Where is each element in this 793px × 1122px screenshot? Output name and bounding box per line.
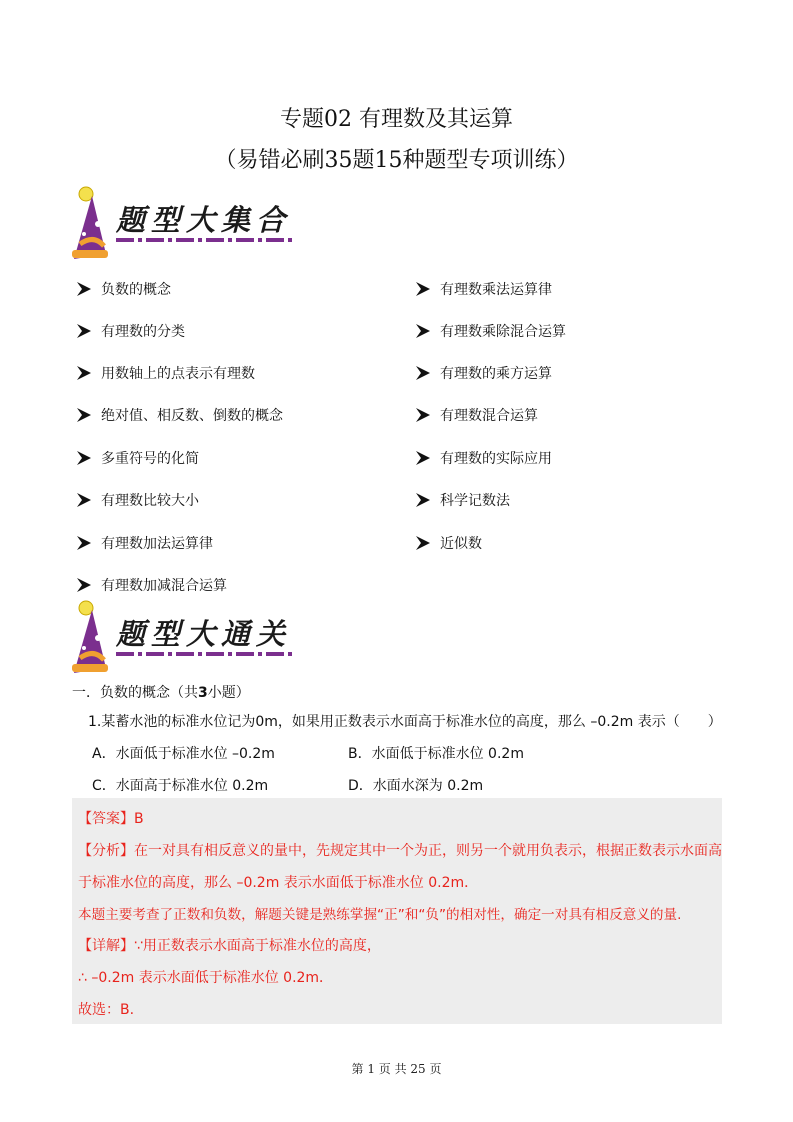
topic-left-7: 有理数加法运算律 bbox=[76, 533, 213, 553]
arrow-bullet-icon bbox=[415, 365, 431, 381]
banner-collection-label: 题型大集合 bbox=[116, 203, 292, 237]
banner-pass bbox=[64, 598, 294, 678]
arrow-bullet-icon bbox=[76, 365, 92, 381]
topic-left-6: 有理数比较大小 bbox=[76, 490, 199, 510]
option-c: C．水面高于标准水位 0.2m bbox=[92, 778, 269, 794]
option-a: A．水面低于标准水位 –0.2m bbox=[92, 746, 275, 762]
topic-right-2: 有理数乘除混合运算 bbox=[415, 321, 566, 341]
detail-line-2: ∴ –0.2m 表示水面低于标准水位 0.2m． bbox=[78, 970, 334, 986]
banner-divider bbox=[116, 238, 292, 242]
arrow-bullet-icon bbox=[76, 323, 92, 339]
arrow-bullet-icon bbox=[76, 535, 92, 551]
topic-left-8: 有理数加减混合运算 bbox=[76, 575, 227, 595]
analysis-line-1: 【分析】在一对具有相反意义的量中，先规定其中一个为正，则另一个就用负表示，根据正数表示水面高 bbox=[78, 843, 722, 859]
topic-right-7: 近似数 bbox=[415, 533, 482, 553]
option-b: B．水面低于标准水位 0.2m bbox=[348, 746, 524, 762]
arrow-bullet-icon bbox=[76, 407, 92, 423]
topic-left-2: 有理数的分类 bbox=[76, 321, 185, 341]
topic-left-5: 多重符号的化简 bbox=[76, 448, 199, 468]
topic-left-3: 用数轴上的点表示有理数 bbox=[76, 363, 255, 383]
doc-subtitle: （易错必刷35题15种题型专项训练） bbox=[214, 148, 579, 173]
arrow-bullet-icon bbox=[415, 281, 431, 297]
arrow-bullet-icon bbox=[76, 577, 92, 593]
arrow-bullet-icon bbox=[415, 492, 431, 508]
answer-line: 【答案】B bbox=[78, 811, 144, 827]
topic-right-6: 科学记数法 bbox=[415, 490, 510, 510]
page-footer: 第 1 页 共 25 页 bbox=[351, 1062, 442, 1076]
doc-title: 专题02 有理数及其运算 bbox=[280, 107, 513, 132]
banner-pass-label: 题型大通关 bbox=[116, 617, 292, 651]
wizard-icon bbox=[64, 598, 124, 678]
arrow-bullet-icon bbox=[415, 535, 431, 551]
arrow-bullet-icon bbox=[415, 407, 431, 423]
analysis-line-2: 于标准水位的高度，那么 –0.2m 表示水面低于标准水位 0.2m． bbox=[78, 875, 479, 891]
wizard-icon bbox=[64, 184, 124, 264]
section-heading: 一．负数的概念（共3小题） bbox=[72, 685, 250, 701]
question-text: 1.某蓄水池的标准水位记为0m，如果用正数表示水面高于标准水位的高度，那么 –0.2m 表示（ ） bbox=[88, 714, 722, 730]
banner-divider bbox=[116, 652, 292, 656]
analysis-line-3: 本题主要考查了正数和负数，解题关键是熟练掌握“正”和“负”的相对性，确定一对具有相反意义的量. bbox=[78, 907, 682, 923]
arrow-bullet-icon bbox=[76, 281, 92, 297]
option-d: D．水面水深为 0.2m bbox=[348, 778, 484, 794]
topic-right-4: 有理数混合运算 bbox=[415, 405, 538, 425]
topic-right-5: 有理数的实际应用 bbox=[415, 448, 552, 468]
banner-collection bbox=[64, 184, 294, 264]
arrow-bullet-icon bbox=[415, 323, 431, 339]
topic-left-4: 绝对值、相反数、倒数的概念 bbox=[76, 405, 283, 425]
topic-right-3: 有理数的乘方运算 bbox=[415, 363, 552, 383]
topic-left-1: 负数的概念 bbox=[76, 279, 171, 299]
topic-right-1: 有理数乘法运算律 bbox=[415, 279, 552, 299]
arrow-bullet-icon bbox=[76, 450, 92, 466]
detail-line-1: 【详解】∵用正数表示水面高于标准水位的高度， bbox=[78, 938, 381, 954]
arrow-bullet-icon bbox=[415, 450, 431, 466]
arrow-bullet-icon bbox=[76, 492, 92, 508]
choice-line: 故选：B. bbox=[78, 1002, 135, 1018]
